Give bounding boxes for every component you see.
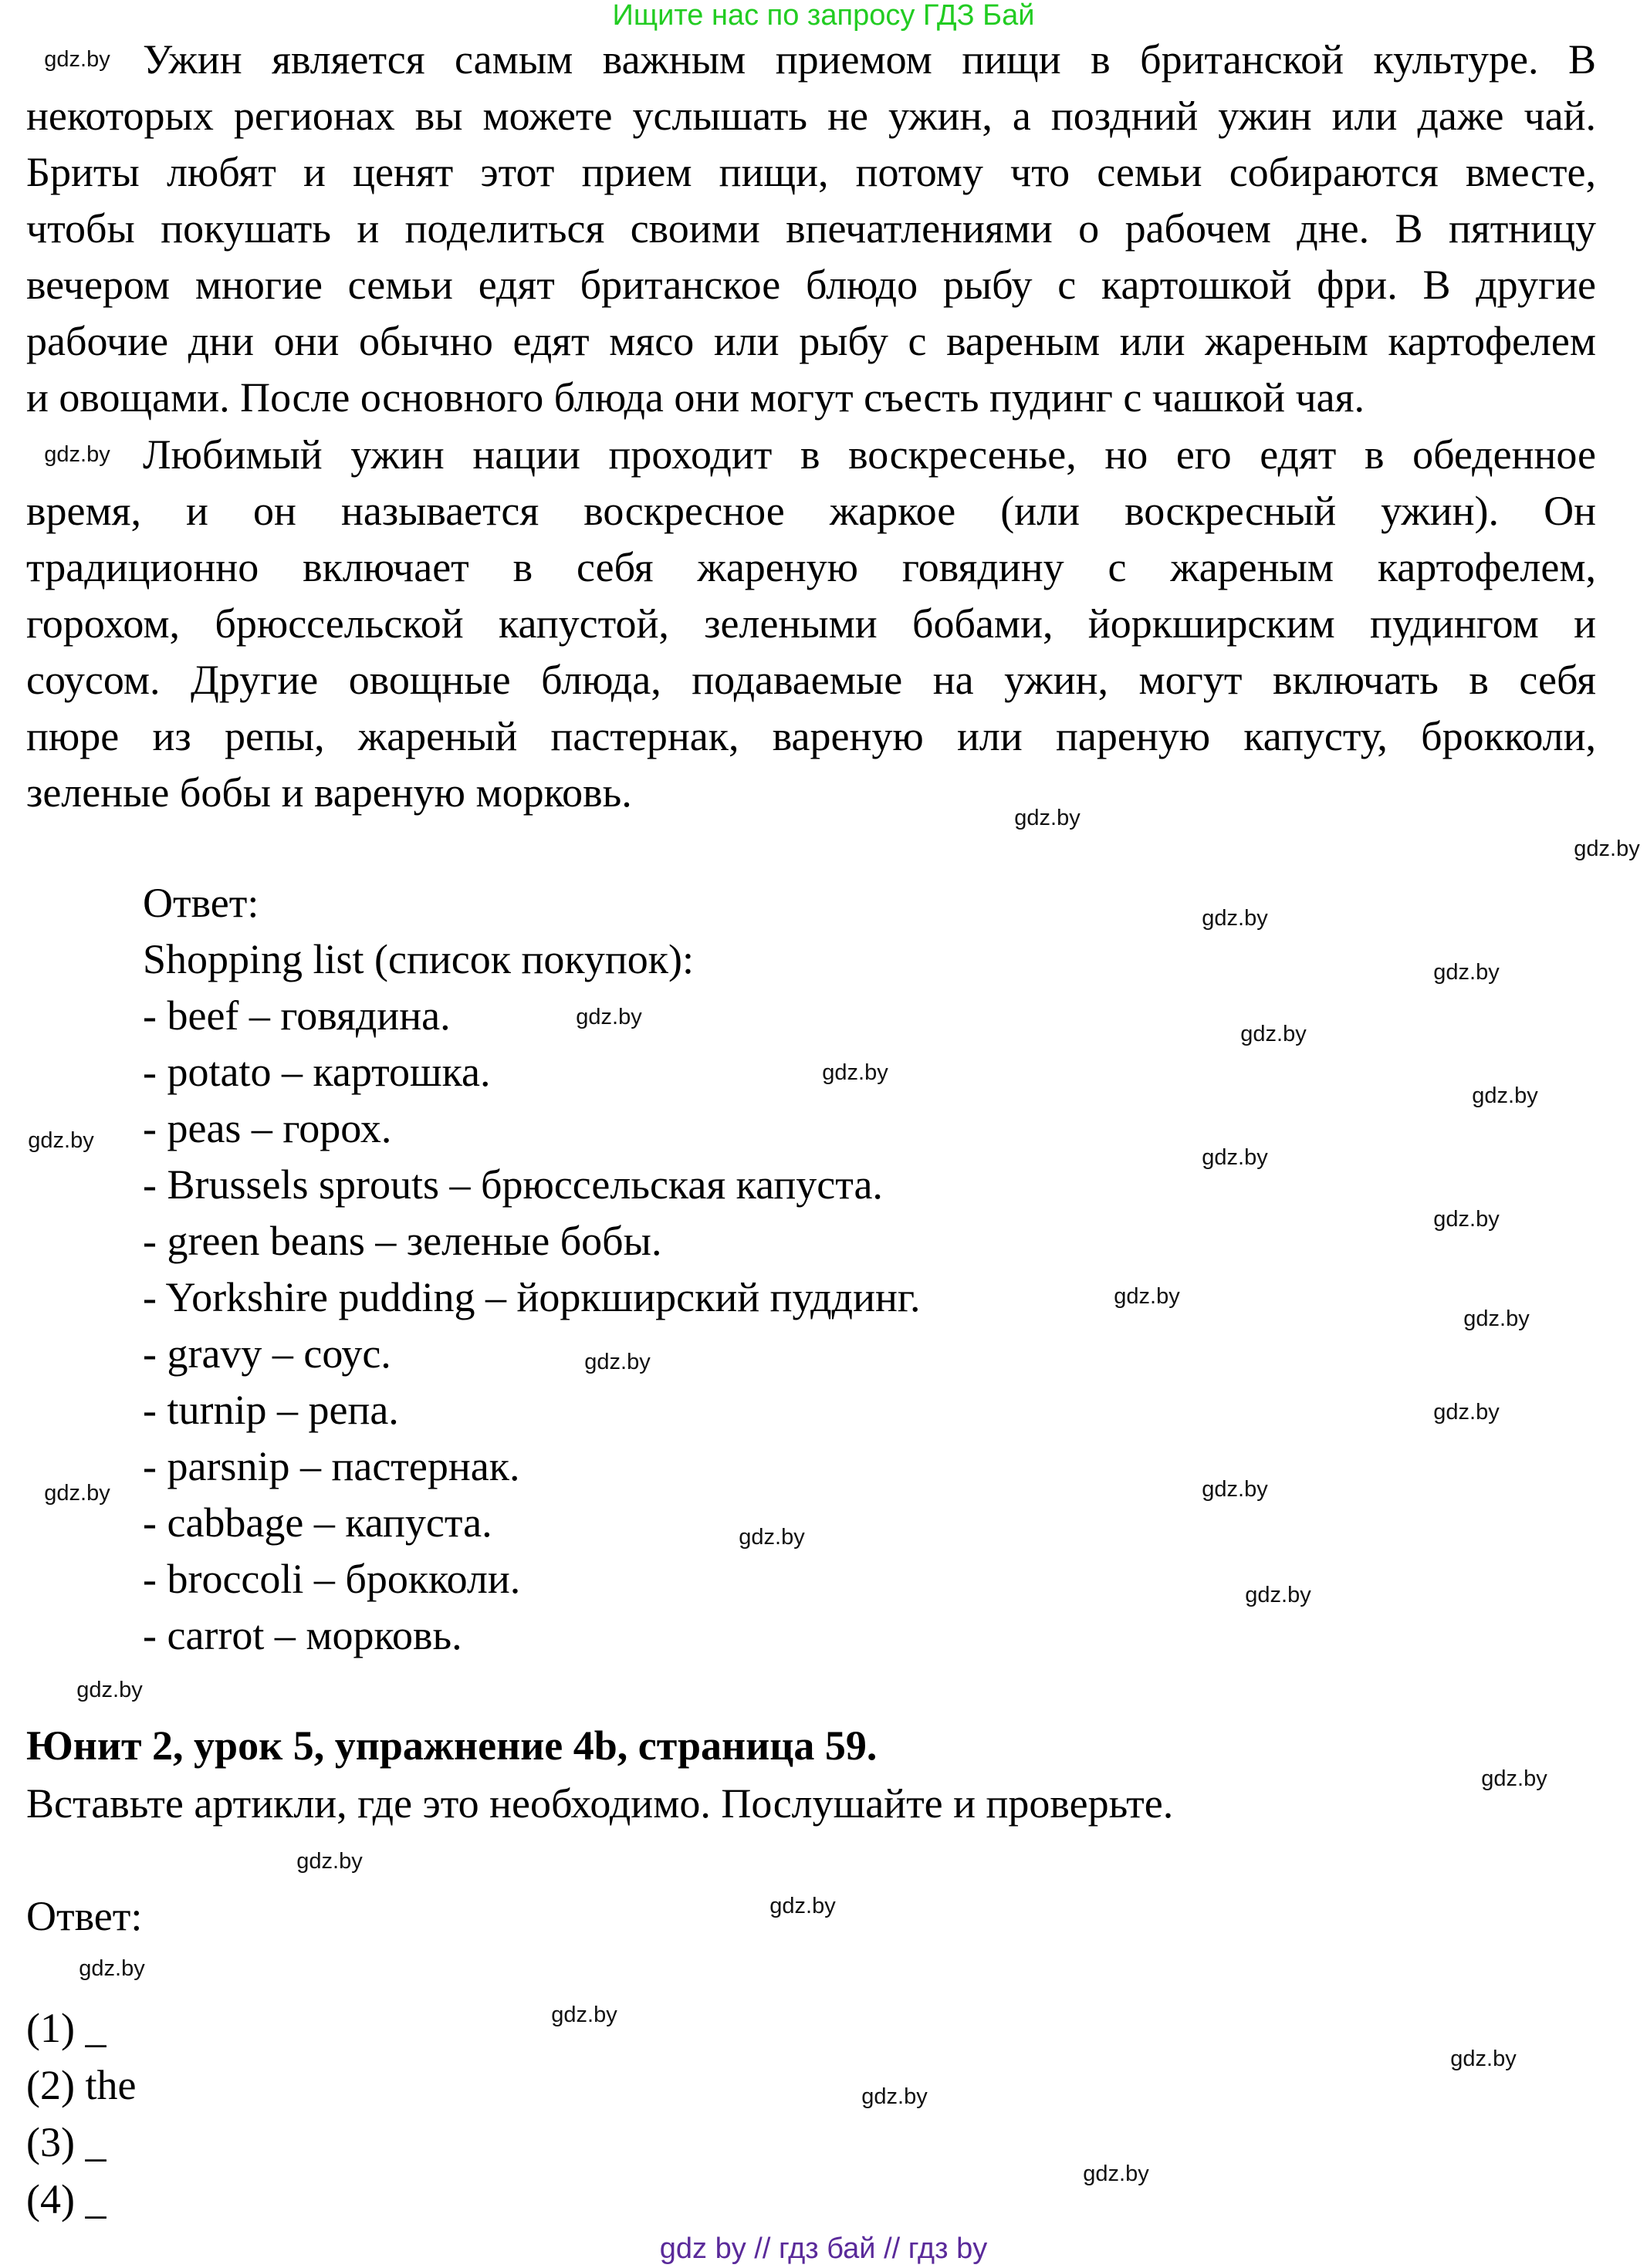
watermark: gdz.by <box>551 2003 617 2027</box>
watermark: gdz.by <box>44 47 110 72</box>
list-item: - turnip – репа. <box>143 1387 399 1433</box>
footer-links: gdz by // гдз бай // гдз by <box>659 2233 988 2265</box>
list-item: - Yorkshire pudding – йоркширский пуддинг. <box>143 1274 921 1320</box>
watermark: gdz.by <box>1202 906 1268 931</box>
watermark: gdz.by <box>1472 1083 1538 1108</box>
watermark: gdz.by <box>739 1525 805 1550</box>
exercise-heading: Юнит 2, урок 5, упражнение 4b, страница 59. <box>26 1722 878 1769</box>
text-line: и овощами. После основного блюда они могут съесть пудинг с чашкой чая. <box>26 374 1365 421</box>
search-banner: Ищите нас по запросу ГДЗ Бай <box>612 0 1035 32</box>
watermark: gdz.by <box>296 1849 363 1874</box>
shopping-list-title: Shopping list (список покупок): <box>143 936 694 982</box>
list-item: - carrot – морковь. <box>143 1612 462 1658</box>
text-line: вечером многие семьи едят британское блюдо рыбу с картошкой фри. В другие <box>26 262 1596 308</box>
watermark: gdz.by <box>1574 837 1640 861</box>
watermark: gdz.by <box>1450 2047 1517 2071</box>
text-line: зеленые бобы и вареную морковь. <box>26 769 632 816</box>
watermark: gdz.by <box>769 1894 836 1918</box>
text-line: горохом, брюссельской капустой, зелеными бобами, йоркширским пудингом и <box>26 600 1596 647</box>
text-line: Ужин является самым важным приемом пищи в британской культуре. В <box>143 36 1596 83</box>
watermark: gdz.by <box>1245 1583 1311 1607</box>
answer-item: (2) the <box>26 2062 137 2108</box>
text-line: традиционно включает в себя жареную говядину с жареным картофелем, <box>26 544 1596 590</box>
list-item: - peas – горох. <box>143 1105 392 1151</box>
list-item: - potato – картошка. <box>143 1049 491 1095</box>
exercise-instruction: Вставьте артикли, где это необходимо. Послушайте и проверьте. <box>26 1780 1174 1827</box>
watermark: gdz.by <box>28 1128 94 1153</box>
list-item: - cabbage – капуста. <box>143 1499 492 1546</box>
watermark: gdz.by <box>79 1956 145 1981</box>
watermark: gdz.by <box>1083 2162 1149 2186</box>
text-line: Любимый ужин нации проходит в воскресенье, но его едят в обеденное <box>143 431 1596 478</box>
watermark: gdz.by <box>44 1481 110 1506</box>
watermark: gdz.by <box>1433 1207 1500 1232</box>
list-item: - beef – говядина. <box>143 992 451 1039</box>
watermark: gdz.by <box>1433 960 1500 985</box>
watermark: gdz.by <box>861 2084 928 2109</box>
watermark: gdz.by <box>1202 1477 1268 1502</box>
text-line: некоторых регионах вы можете услышать не ужин, а поздний ужин или даже чай. <box>26 93 1596 139</box>
watermark: gdz.by <box>1240 1022 1307 1046</box>
watermark: gdz.by <box>1114 1284 1180 1309</box>
text-line: чтобы покушать и поделиться своими впечатлениями о рабочем дне. В пятницу <box>26 205 1596 252</box>
watermark: gdz.by <box>44 442 110 467</box>
answer-label: Ответ: <box>143 880 259 926</box>
text-line: рабочие дни они обычно едят мясо или рыбу с вареным или жареным картофелем <box>26 318 1596 364</box>
list-item: - parsnip – пастернак. <box>143 1443 520 1489</box>
watermark: gdz.by <box>1014 806 1081 830</box>
watermark: gdz.by <box>1481 1766 1547 1791</box>
paragraph-1 <box>26 32 1596 426</box>
list-item: - broccoli – брокколи. <box>143 1556 521 1602</box>
list-item: - green beans – зеленые бобы. <box>143 1218 662 1264</box>
watermark: gdz.by <box>1463 1306 1530 1331</box>
text-line: пюре из репы, жареный пастернак, вареную или пареную капусту, брокколи, <box>26 713 1596 759</box>
watermark: gdz.by <box>576 1005 642 1029</box>
watermark: gdz.by <box>584 1350 651 1374</box>
text-line: Бриты любят и ценят этот прием пищи, потому что семьи собираются вместе, <box>26 149 1596 195</box>
list-item: - Brussels sprouts – брюссельская капуста. <box>143 1161 883 1208</box>
watermark: gdz.by <box>1202 1145 1268 1170</box>
list-item: - gravy – соус. <box>143 1330 391 1377</box>
answer-item: (1) _ <box>26 2005 107 2051</box>
paragraph-2 <box>26 427 1596 821</box>
answer-item: (4) _ <box>26 2176 107 2222</box>
answer-item: (3) _ <box>26 2119 107 2165</box>
watermark: gdz.by <box>76 1678 143 1702</box>
watermark: gdz.by <box>822 1060 888 1085</box>
watermark: gdz.by <box>1433 1400 1500 1425</box>
answer-label: Ответ: <box>26 1893 143 1939</box>
text-line: соусом. Другие овощные блюда, подаваемые на ужин, могут включать в себя <box>26 657 1596 703</box>
text-line: время, и он называется воскресное жаркое (или воскресный ужин). Он <box>26 488 1596 534</box>
